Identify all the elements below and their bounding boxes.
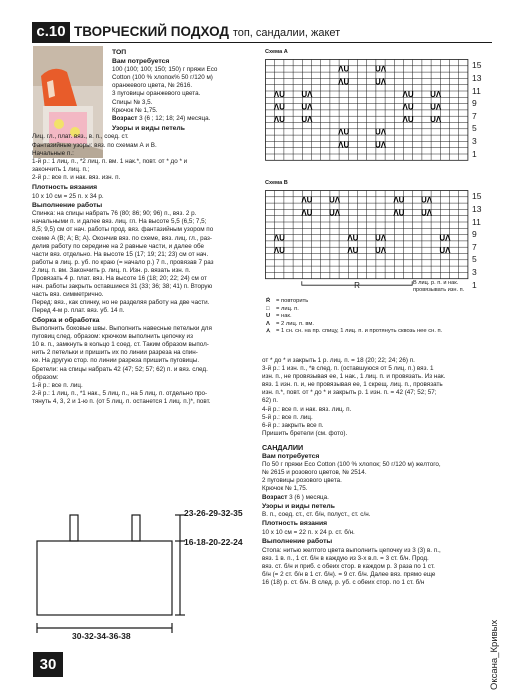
stitch-symbol: UΛ: [374, 140, 387, 150]
sandals-heading: САНДАЛИИ: [262, 442, 304, 452]
assembly-line: пуговиц след. образом: крючком выполнить цепочку из: [32, 333, 193, 341]
sandals-work-line: 16 (18) р. ст. б/н. В след. р. уб. с обеих стор. по 1 ст. б/н: [262, 578, 425, 586]
sandals-work-heading: Выполнение работы: [262, 537, 333, 545]
chart-b-label: Схема В: [265, 180, 288, 186]
legend-text: = 2 лиц. п. вм.: [276, 320, 314, 327]
chart-b-row-numbers: [472, 190, 490, 290]
legend-symbol-icon: □: [266, 305, 270, 312]
chart-b-note-line1: В лиц. р. п. и нак.: [413, 280, 459, 286]
stitch-symbol: UΛ: [328, 195, 341, 205]
assembly-line: ке. На другую стор. по линии разреза пришить пуговицы.: [32, 357, 200, 365]
sandals-needs-line: По 50 г пряжи Eco Cotton (100 % хлопок; 50 г/120 м) желтого,: [262, 461, 441, 469]
pattern-line: закончить 1 лиц. п.;: [32, 165, 90, 173]
legend-item: [266, 321, 486, 329]
row-number: 3: [472, 266, 477, 277]
top-measure: 23-26-29-32-35: [184, 508, 243, 518]
work-line: Перед 4-м р. плат. вяз. уб. 14 п.: [32, 307, 125, 315]
work-line: нач. работы закрыть оставшиеся 31 (33; 36; 38; 41) п. Вторую: [32, 283, 213, 291]
bottom-measure: 30-32-34-36-38: [72, 631, 131, 641]
stitch-symbol: UΛ: [439, 233, 451, 243]
title-main: ТВОРЧЕСКИЙ ПОДХОД: [74, 24, 230, 39]
stitch-symbol: UΛ: [439, 246, 451, 256]
needs-line: 100 (100; 100; 150; 150) г пряжи Eco: [112, 66, 218, 74]
stitch-symbol: ΛU: [347, 246, 359, 256]
legend-item: [266, 328, 486, 336]
row-number: 11: [472, 216, 481, 227]
assembly-line: образом:: [32, 373, 59, 381]
stitch-symbol: ΛU: [393, 195, 405, 205]
work-heading: Выполнение работы: [32, 201, 103, 209]
stitch-symbol: UΛ: [301, 89, 313, 99]
strap-continuation: [262, 357, 477, 438]
sandals-work-line: Стопа: нитью желтого цвета выполнить цепочку из 3 (3) в. п.,: [262, 546, 441, 554]
sandals-patterns-text: В. п., соед. ст., ст. б/н, полуст., ст. с/н.: [262, 511, 371, 519]
legend-item: [266, 298, 486, 306]
needs-line: Крючок № 1,75.: [112, 106, 158, 114]
sandals-work-line: вяз. ст. б/н и приб. с обеих стор. в каждом р. 3 раза по 1 ст.: [262, 562, 435, 570]
assembly-line: 1-й р.: все п. лиц.: [32, 381, 83, 389]
sandals-work-line: б/н (= 2 ст. б/н в 1 ст. б/н). = 9 ст. б/н. Далее вяз. прямо еще: [262, 570, 436, 578]
side-measure: 16-18-20-22-24: [184, 537, 243, 547]
page-title: [74, 23, 340, 42]
stitch-symbol: ΛU: [301, 208, 313, 218]
chart-b-note-line2: провязывать изн. п.: [413, 287, 465, 293]
chart-a-grid: [265, 59, 470, 169]
row-number: 9: [472, 98, 477, 109]
work-line: начальными п. и далее вяз. лиц. гл. На высоте 5,5 (6,5; 7,5;: [32, 218, 207, 226]
assembly-line: Выполнить боковые швы. Выполнить навесные петельки для: [32, 325, 212, 333]
stitch-symbol: ΛU: [402, 102, 414, 112]
stitch-symbol: UΛ: [374, 233, 387, 243]
needs-list: [112, 66, 257, 115]
needs-line: оранжевого цвета, № 2616.: [112, 82, 193, 90]
assembly-line: 10 в. п., замкнуть в кольцо 1 соед. ст. Таким образом выпол-: [32, 341, 209, 349]
work-line: часть вяз. симметрично.: [32, 291, 104, 299]
sandals-needs-line: Крючок № 1,75.: [262, 485, 308, 493]
page-number: 30: [33, 652, 63, 677]
stitch-symbol: UΛ: [374, 64, 387, 74]
strap-line: Пришить бретели (см. фото).: [262, 429, 348, 437]
legend-symbol-icon: U: [266, 313, 271, 320]
work-line: 2 лиц. п. вм. Закончить р. лиц. п. Изн. р. вязать изн. п.: [32, 266, 191, 274]
stitch-symbol: UΛ: [430, 115, 442, 125]
assembly-line: Бретели: на спицы набрать 42 (47; 52; 57; 62) п. и вяз. след.: [32, 365, 208, 373]
row-number: 11: [472, 85, 481, 96]
legend-text: = 1 сн. сн. на пр. спицу, 1 лиц. п. и протянуть сквозь нее сн. п.: [276, 328, 443, 335]
legend-symbol-icon: Λ: [266, 320, 270, 327]
assembly-list: [32, 325, 257, 406]
needs-line: 3 пуговицы оранжевого цвета.: [112, 90, 201, 98]
pattern-line: Начальные п.:: [32, 149, 74, 157]
stitch-symbol: ΛU: [273, 89, 285, 99]
stitch-symbol: ΛU: [301, 195, 313, 205]
row-number: 1: [472, 279, 477, 290]
right-column: [262, 357, 477, 587]
sandals-needs-line: 2 пуговицы розового цвета.: [262, 477, 342, 485]
strap-line: 4-й р.: все п. и нак. вяз. лиц. п.: [262, 405, 352, 413]
needs-line: Спицы № 3,5.: [112, 98, 153, 106]
assembly-line: тянуть 4, 3, 2 и 1-ю п. (от 5 лиц. п. останется 1 лиц. п.)*, повт.: [32, 397, 211, 405]
sandals-density-text: 10 х 10 см = 22 п. х 24 р. ст. б/н.: [262, 528, 355, 536]
work-line: 8,5; 9,5) см от нач. работы прод. вяз. фантазийным узором по: [32, 226, 214, 234]
stitch-symbol: UΛ: [374, 246, 387, 256]
row-number: 7: [472, 110, 477, 121]
work-line: делив работу по середине на 2 равные части, и далее обе: [32, 242, 205, 250]
stitch-symbol: ΛU: [402, 115, 414, 125]
sandals-age-label: Возраст: [262, 493, 288, 501]
work-line: Спинка: на спицы набрать 76 (80; 86; 90; 96) п., вяз. 2 р.: [32, 210, 197, 218]
strap-line: изн. п.*, повт. от * до * и закрыть р. 1 изн. п. = 42 (47; 52; 57;: [262, 389, 437, 397]
sandals-needs-heading: Вам потребуется: [262, 452, 320, 460]
patterns-list: [32, 133, 257, 182]
sandals-density-heading: Плотность вязания: [262, 520, 328, 528]
row-number: 13: [472, 72, 482, 83]
stitch-symbol: UΛ: [430, 89, 442, 99]
legend: [266, 298, 486, 336]
stitch-symbol: ΛU: [338, 64, 350, 74]
stitch-symbol: UΛ: [420, 208, 433, 218]
chart-a-label: Схема А: [265, 49, 288, 55]
legend-text: = лиц. п.: [276, 305, 299, 312]
stitch-symbol: ΛU: [347, 233, 359, 243]
row-number: 7: [472, 241, 477, 252]
assembly-line: нить 2 петельки и пришить их по линии разреза на спин-: [32, 349, 198, 357]
row-number: 9: [472, 229, 477, 240]
strap-line: 5-й р.: все п. лиц.: [262, 413, 313, 421]
stitch-symbol: ΛU: [338, 77, 350, 87]
sandals-age-value: 3 (6 ) месяца.: [287, 493, 329, 501]
strap-line: изн. п., не провязывая ее, 1 нак., 1 лиц. п. и провязать. Из нак.: [262, 373, 446, 381]
needs-line: Cotton (100 % хлопок% 50 г/120 м): [112, 74, 213, 82]
row-number: 13: [472, 203, 482, 214]
stitch-symbol: ΛU: [402, 89, 414, 99]
stitch-symbol: ΛU: [273, 246, 285, 256]
row-number: 5: [472, 123, 477, 134]
patterns-heading: Узоры и виды петель: [112, 124, 185, 132]
row-number: 5: [472, 254, 477, 265]
work-list: [32, 210, 257, 315]
row-number: 15: [472, 191, 482, 202]
title-subtitle: топ, сандалии, жакет: [232, 27, 341, 39]
stitch-symbol: ΛU: [273, 115, 285, 125]
stitch-symbol: UΛ: [301, 115, 313, 125]
legend-text: = нак.: [276, 313, 292, 320]
age-value: 3 (6 ; 12; 18; 24) месяца.: [137, 114, 211, 122]
stitch-symbol: UΛ: [374, 127, 387, 137]
row-number: 15: [472, 60, 482, 71]
sandals-work-line: вяз. 1 в. п., 1 ст. б/н в каждую из 3-х в.п. = 3 ст. б/н. Прод.: [262, 554, 429, 562]
work-line: части вяз. отдельно. На высоте 15 (17; 19; 21; 23) см от нач.: [32, 250, 209, 258]
chart-b: [265, 180, 490, 310]
row-number: 1: [472, 148, 477, 159]
pattern-line: Фантазийные узоры: вяз. по схемам А и В.: [32, 141, 157, 149]
stitch-symbol: ΛU: [273, 102, 285, 112]
work-line: Перед: вяз., как спинку, но не разделяя работу на две части.: [32, 299, 210, 307]
left-column: [32, 49, 257, 406]
stitch-symbol: ΛU: [393, 208, 405, 218]
stitch-symbol: UΛ: [420, 195, 433, 205]
legend-item: [266, 306, 486, 314]
assembly-heading: Сборка и обработка: [32, 316, 100, 324]
chart-a: [265, 49, 490, 179]
sandals-patterns-heading: Узоры и виды петель: [262, 502, 335, 510]
sandals-needs-line: № 2615 и розового цветов, № 2514.: [262, 469, 367, 477]
pattern-line: Лиц. гл., плат. вяз., в. п., соед. ст.: [32, 133, 129, 141]
legend-symbol-icon: Ŕ: [266, 298, 271, 304]
pattern-line: 1-й р.: 1 лиц. п., *2 лиц. п. вм. 1 нак.*, повт. от * до * и: [32, 157, 188, 165]
top-heading: ТОП: [112, 49, 127, 56]
legend-item: [266, 313, 486, 321]
repeat-letter: R: [354, 281, 360, 291]
density-text: 10 х 10 см = 25 п. х 34 р.: [32, 192, 104, 200]
chart-b-note: [413, 280, 493, 294]
strap-line: 6-й р.: закрыть все п.: [262, 421, 324, 429]
sandals-work-list: [262, 547, 477, 587]
stitch-symbol: ΛU: [338, 140, 350, 150]
pattern-line: 2-й р.: все п. и нак. вяз. изн. п.: [32, 173, 121, 181]
stitch-symbol: ΛU: [273, 233, 285, 243]
age-label: Возраст: [112, 114, 138, 122]
row-number: 3: [472, 135, 477, 146]
section-badge: с.10: [32, 22, 70, 42]
needs-heading: Вам потребуется: [112, 57, 170, 65]
legend-text: = повторить: [276, 298, 309, 304]
work-line: работы в лиц. р. уб. по краю (= начало р.) 7 п., провязав 7 раз: [32, 258, 214, 266]
strap-line: от * до * и закрыть 1 р. лиц. п. = 18 (20; 22; 24; 26) п.: [262, 357, 415, 364]
work-line: Провязать 4 р. плат. вяз. На высоте 16 (18; 20; 22; 24) см от: [32, 275, 207, 283]
stitch-symbol: ΛU: [338, 127, 350, 137]
assembly-line: 2-й р.: 1 лиц. п., *1 нак., 5 лиц. п., на 5 лиц. п. отдельно про-: [32, 389, 208, 397]
density-heading: Плотность вязания: [32, 184, 98, 191]
strap-line: вяз. 1 изн. п. и, не провязывая ее, 1 скрещ. лиц. п., провязать: [262, 381, 443, 389]
chart-a-row-numbers: [472, 59, 490, 169]
stitch-symbol: UΛ: [328, 208, 341, 218]
sandals-needs-list: [262, 461, 477, 493]
watermark: [482, 560, 500, 690]
watermark-text: Оксана_Кривых: [489, 619, 500, 690]
legend-symbol-icon: ⋏: [266, 328, 271, 335]
strap-line: 3-й р.: 1 изн. п., *в след. п. (оставшуюся от 5 лиц. п.) вяз. 1: [262, 365, 434, 373]
stitch-symbol: UΛ: [301, 102, 313, 112]
strap-line: 62) п.: [262, 397, 279, 405]
work-line: схеме А (В; А; В; А). Окончив вяз. по схеме, вяз. лиц. гл., раз-: [32, 234, 212, 242]
stitch-symbol: UΛ: [374, 77, 387, 87]
stitch-symbol: UΛ: [430, 102, 442, 112]
top-schematic: [32, 505, 267, 645]
